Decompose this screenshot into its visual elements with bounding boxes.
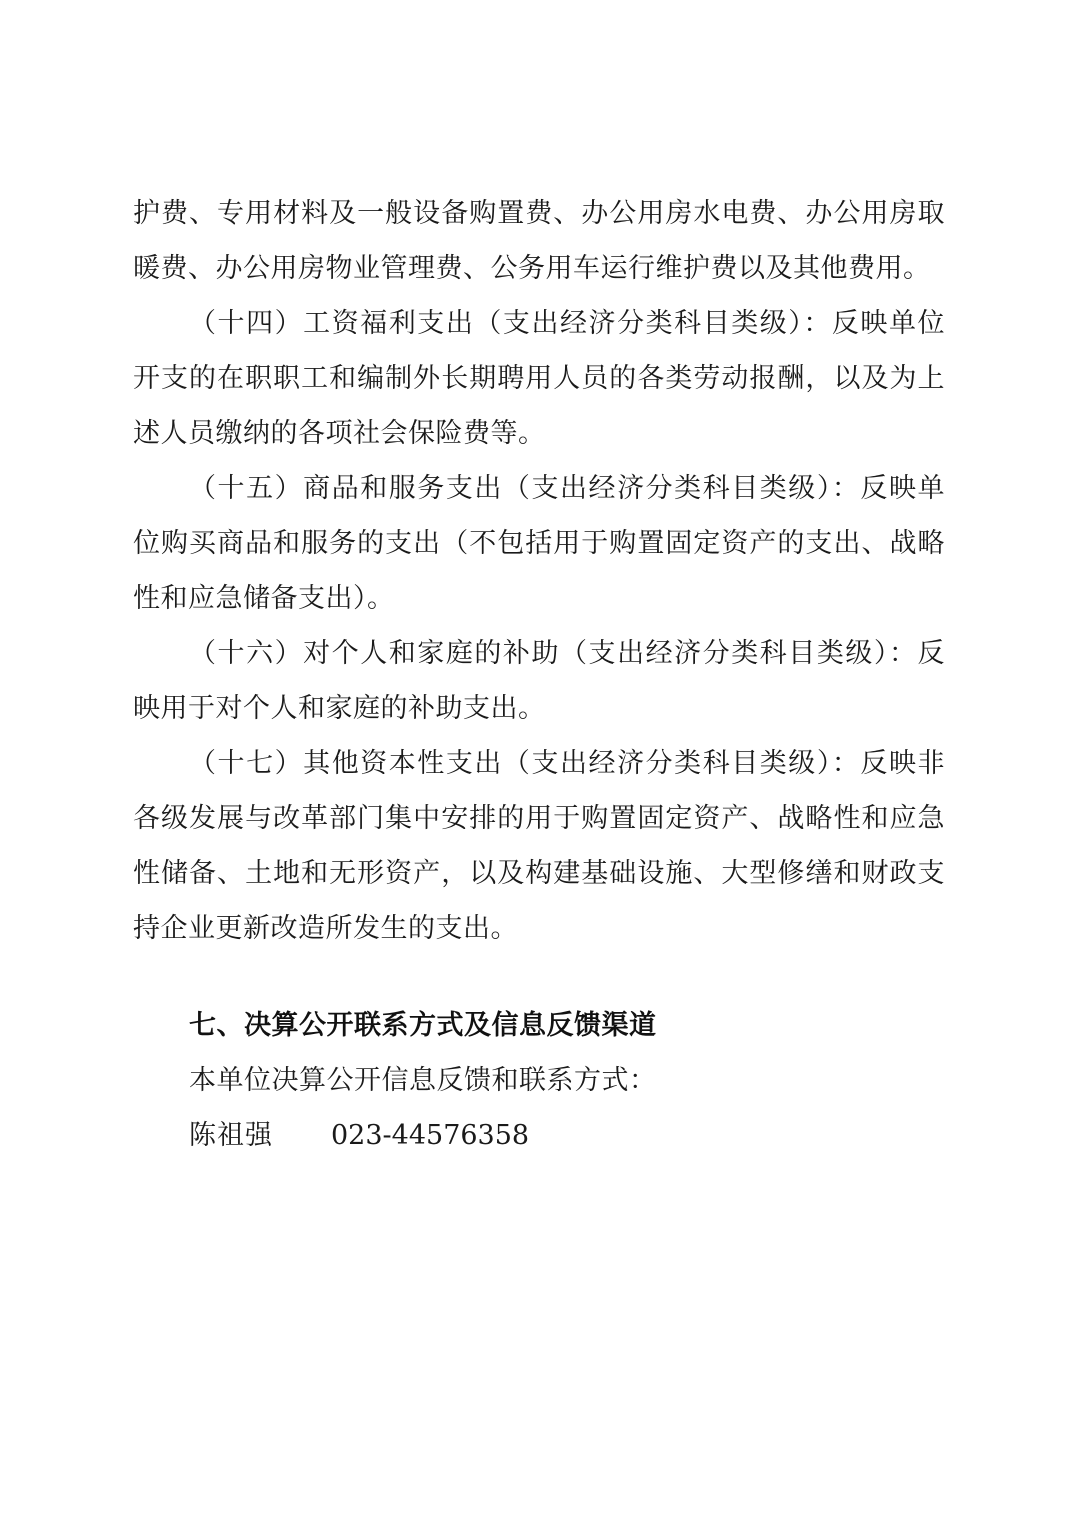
paragraph-item-16: （十六）对个人和家庭的补助（支出经济分类科目类级）：反映用于对个人和家庭的补助支出。 [133, 638, 945, 724]
contact-name: 陈祖强 [189, 1120, 273, 1151]
contact-phone: 023-44576358 [331, 1120, 530, 1151]
section-heading: 七、决算公开联系方式及信息反馈渠道 [189, 1010, 657, 1041]
paragraph-item-17: （十七）其他资本性支出（支出经济分类科目类级）：反映非各级发展与改革部门集中安排的用于购置固定资产、战略性和应急性储备、土地和无形资产，以及构建基础设施、大型修缮和财政支持企业更新改造所发生的支出。 [133, 748, 945, 944]
contact-line [189, 1108, 529, 1163]
contact-intro: 本单位决算公开信息反馈和联系方式： [189, 1065, 657, 1096]
paragraph-continuation: 护费、专用材料及一般设备购置费、办公用房水电费、办公用房取暖费、办公用房物业管理费、公务用车运行维护费以及其他费用。 [133, 198, 945, 284]
paragraph-item-14: （十四）工资福利支出（支出经济分类科目类级）：反映单位开支的在职职工和编制外长期聘用人员的各类劳动报酬，以及为上述人员缴纳的各项社会保险费等。 [133, 308, 945, 449]
paragraph-item-15: （十五）商品和服务支出（支出经济分类科目类级）：反映单位购买商品和服务的支出（不包括用于购置固定资产的支出、战略性和应急储备支出）。 [133, 473, 945, 614]
body-text [133, 186, 945, 956]
